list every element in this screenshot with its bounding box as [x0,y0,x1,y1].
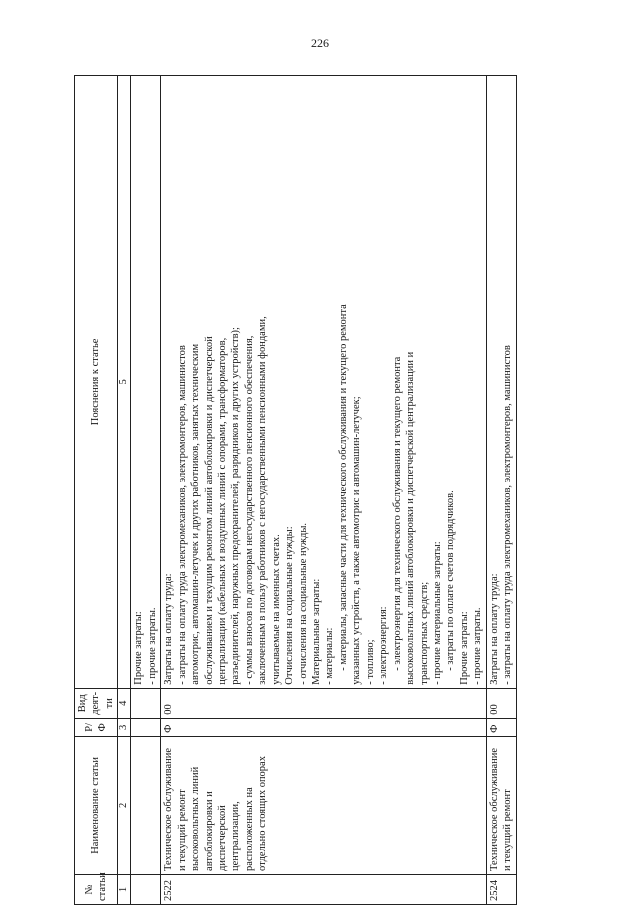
explanation-line: - электроэнергия для технического обслуживания и текущего ремонта [391,356,403,671]
rf-value [131,718,161,736]
article-name-line: высоковольтных линий [190,766,202,871]
explanation-line: Прочие затраты: [133,611,145,685]
explanation-line: высоковольтных линий автоблокировки и диспетчерской централизации и [405,351,417,685]
explanation-line: - затраты по оплате счетов подрядчиков. [445,490,457,671]
article-name-line: автоблокировки и [203,791,215,871]
article-number: 2524 [486,874,516,904]
explanation-line: - материалы: [324,627,336,685]
explanation-line: Отчисления на социальные нужды: [284,526,296,685]
table-row [131,76,161,905]
explanation-line: Затраты на оплату труда: [163,573,175,685]
explanation-line: - суммы взносов по договорам негосударственного пенсионного обеспечения, [243,335,255,685]
explanation-line: - затраты на оплату труда электромехаников, электромонтеров, машинистов [502,345,514,685]
explanation-line: указанных устройств, а также автомотрис и автомашин-летучек; [351,396,363,685]
article-name-line: отдельно стоящих опорах [257,756,269,871]
article-name [161,736,487,874]
table-row [486,76,516,905]
header-activity-type: Вид деят-ти [75,688,118,718]
article-name [486,736,516,874]
column-index: 1 [118,874,131,904]
explanation-line: Затраты на оплату труда: [488,573,500,685]
explanation-line: Материальные затраты: [311,578,322,685]
explanation-cell [161,76,487,689]
page-number: 226 [311,36,329,50]
explanation-line: учитываемые на именных счетах. [270,534,282,685]
header-rf: Р/ Ф [75,718,118,736]
article-name [131,736,161,874]
column-index: 2 [118,736,131,874]
activity-value: 00 [161,688,487,718]
explanation-line: централизации (кабельных и воздушных линий с опорами, трансформаторов, [216,337,228,685]
header-article-number: № статьи [75,874,118,904]
activity-value [131,688,161,718]
rotated-table-sheet [74,75,640,901]
explanation-line: разъединителей, наружных предохранителей, разрядников и других устройств); [230,327,242,685]
explanation-line: обслуживанием и текущим ремонтом линий автоблокировки и диспетчерской [203,336,215,685]
explanation-line: - материалы, запасные части для технического обслуживания и текущего ремонта [337,304,349,671]
explanation-line: - электроэнергия: [378,606,390,685]
rf-value: Ф [161,718,487,736]
explanation-line: - прочие материальные затраты: [431,541,443,685]
article-number: 2522 [161,874,487,904]
explanation-line: - прочие затраты. [472,607,484,685]
explanation-cell [131,76,161,689]
explanation-line: Прочие затраты: [458,611,470,685]
article-name-line: централизации, [230,801,242,871]
article-name-line: Техническое обслуживание [488,747,500,871]
explanation-line: автомотрис, автомашин-летучек и других работников, занятых техническим [190,343,202,685]
explanation-line: заключенным в пользу работников с негосударственными пенсионными фондами, [257,316,269,685]
article-number [131,874,161,904]
explanation-cell [486,76,516,689]
explanation-line: - отчисления на социальные нужды. [297,522,309,685]
column-index: 3 [118,718,131,736]
column-index: 5 [118,76,131,689]
activity-value: 00 [486,688,516,718]
article-name-line: диспетчерской [216,805,228,871]
article-name-line: и текущий ремонт [176,789,188,871]
cost-items-table [74,75,517,905]
article-name-line: расположенных на [243,787,255,871]
rf-value: Ф [486,718,516,736]
explanation-line: транспортных средств; [418,581,430,685]
explanation-line: - прочие затраты. [146,607,158,685]
table-row [161,76,487,905]
header-explanation: Пояснения к статье [75,76,118,689]
explanation-line: - затраты на оплату труда электромехаников, электромонтеров, машинистов [176,345,188,685]
column-index: 4 [118,688,131,718]
article-name-line: и текущий ремонт [502,789,514,871]
article-name-line: Техническое обслуживание [163,747,175,871]
header-article-name: Наименование статьи [75,736,118,874]
explanation-line: - топливо; [364,639,376,685]
